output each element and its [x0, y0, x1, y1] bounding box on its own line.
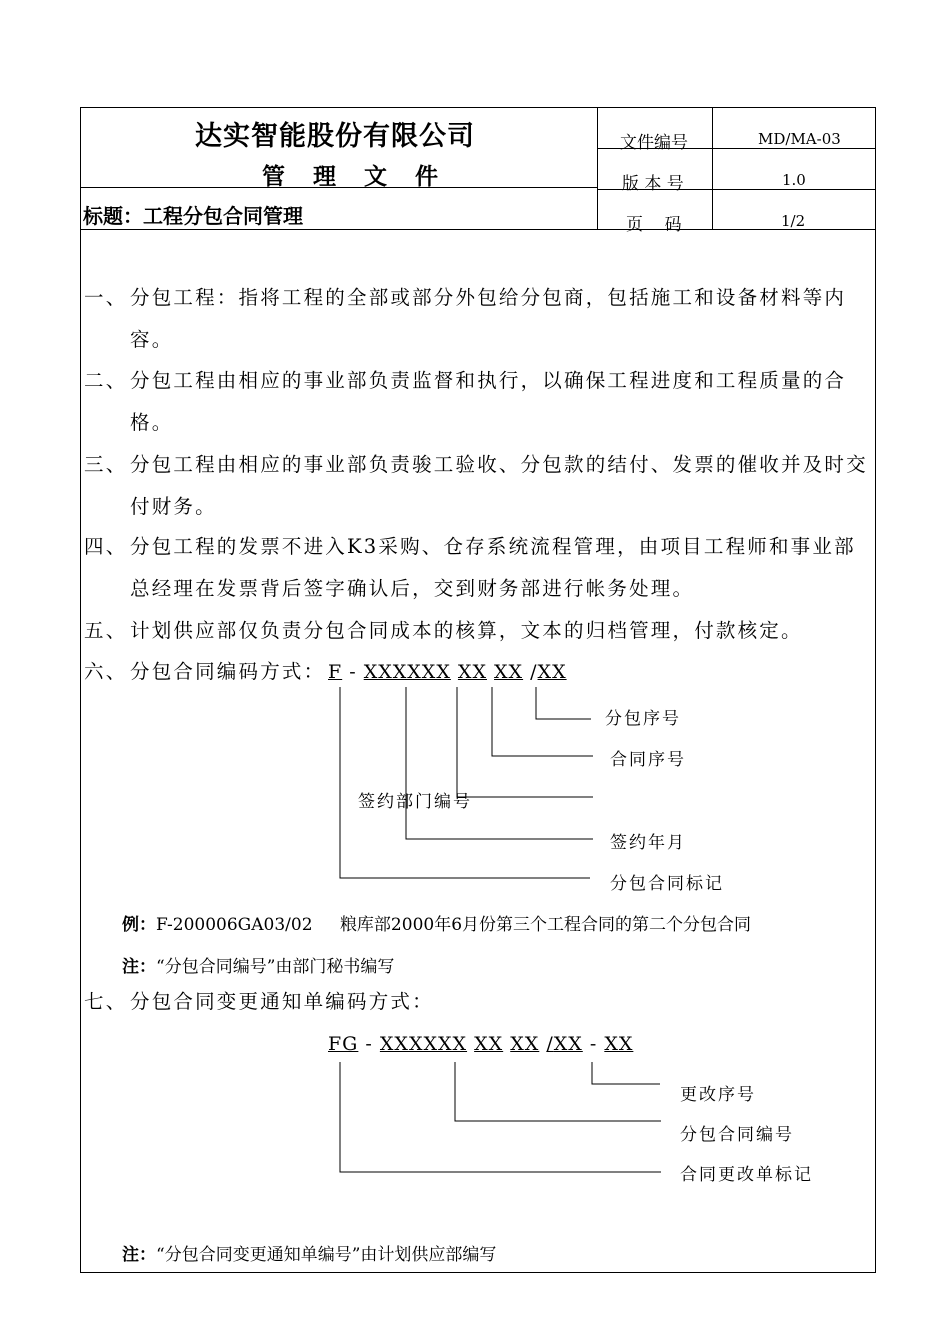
note-label: 注： [122, 1245, 156, 1265]
section-text: 分包合同变更通知单编码方式： [130, 990, 434, 1013]
note-2 [122, 1240, 496, 1265]
section-number: 四、 [84, 535, 128, 558]
code2-part5: XX [604, 1033, 634, 1055]
company-name: 达实智能股份有限公司 [195, 121, 475, 152]
code-dept-date: XXXXXX [363, 661, 451, 683]
connector-prefix [340, 687, 590, 878]
code2-part3: XX [510, 1033, 540, 1055]
change-code-format [328, 1033, 633, 1055]
label-change-mark: 合同更改单标记 [680, 1165, 813, 1185]
label-dept-code: 签约部门编号 [358, 792, 472, 812]
section-text: 分包合同编码方式： [130, 660, 326, 683]
code2-dash: - [365, 1033, 373, 1055]
section-text: 分包工程由相应的事业部负责监督和执行，以确保工程进度和工程质量的合格。 [130, 369, 847, 434]
code-prefix: F [328, 661, 343, 683]
version-value: 1.0 [782, 171, 806, 189]
section-number: 三、 [84, 453, 128, 476]
connector-sub-seq [536, 687, 591, 719]
section-7 [84, 981, 874, 1023]
label-subcontract-number: 分包合同编号 [680, 1125, 794, 1145]
label-sign-date: 签约年月 [610, 833, 686, 853]
section-number: 五、 [84, 619, 128, 642]
section-text: 计划供应部仅负责分包合同成本的核算，文本的归档管理，付款核定。 [130, 619, 803, 642]
example-description: 粮库部2000年6月份第三个工程合同的第二个分包合同 [339, 915, 752, 935]
connector-date [406, 687, 593, 839]
section-text: 分包工程由相应的事业部负责骏工验收、分包款的结付、发票的催收并及时交付财务。 [130, 453, 868, 518]
connector-change-mark [340, 1062, 661, 1172]
file-number-label: 文件编号 [620, 133, 688, 153]
label-sub-mark: 分包合同标记 [610, 874, 724, 894]
section-number: 六、 [84, 660, 128, 683]
note-1 [122, 952, 394, 977]
label-contract-seq: 合同序号 [610, 750, 686, 770]
connector-change-seq [592, 1062, 660, 1084]
section-text: 分包工程的发票不进入K3采购、仓存系统流程管理，由项目工程师和事业部总经理在发票背后签字确认后，交到财务部进行帐务处理。 [130, 535, 856, 600]
document-type: 管理文件 [262, 163, 466, 190]
note-label: 注： [122, 957, 156, 977]
connector-contract-seq [492, 687, 593, 756]
file-number-value: MD/MA-03 [758, 130, 841, 148]
label-change-seq: 更改序号 [680, 1085, 756, 1105]
label-sub-seq: 分包序号 [605, 709, 681, 729]
code-slash: / [530, 661, 538, 683]
connector-dept [457, 687, 593, 797]
code-dash: - [349, 661, 357, 683]
code-sub-seq: XX [537, 661, 567, 683]
page-value: 1/2 [781, 212, 806, 230]
example-label: 例： [122, 915, 156, 935]
code-contract-seq: XX [494, 661, 524, 683]
code2-prefix: FG [328, 1033, 359, 1055]
code2-slash: / [546, 1033, 554, 1055]
note-text: “分包合同编号”由部门秘书编写 [156, 957, 395, 977]
section-text: 分包工程：指将工程的全部或部分外包给分包商，包括施工和设备材料等内容。 [130, 286, 847, 351]
connector-subcontract-number [455, 1062, 661, 1121]
code2-dash2: - [589, 1033, 598, 1055]
version-label: 版 本 号 [622, 174, 684, 194]
code-dept: XX [457, 661, 487, 683]
code2-part4: XX [553, 1033, 583, 1055]
section-number: 二、 [84, 369, 128, 392]
section-number: 一、 [84, 286, 128, 309]
document-title: 标题：工程分包合同管理 [83, 204, 303, 228]
page-label: 页 码 [626, 215, 682, 235]
code2-part1: XXXXXX [379, 1033, 468, 1055]
example-line [122, 910, 751, 935]
section-number: 七、 [84, 990, 128, 1013]
code2-part2: XX [474, 1033, 504, 1055]
note-text: “分包合同变更通知单编号”由计划供应部编写 [156, 1245, 497, 1265]
example-code: F-200006GA03/02 [156, 915, 313, 935]
